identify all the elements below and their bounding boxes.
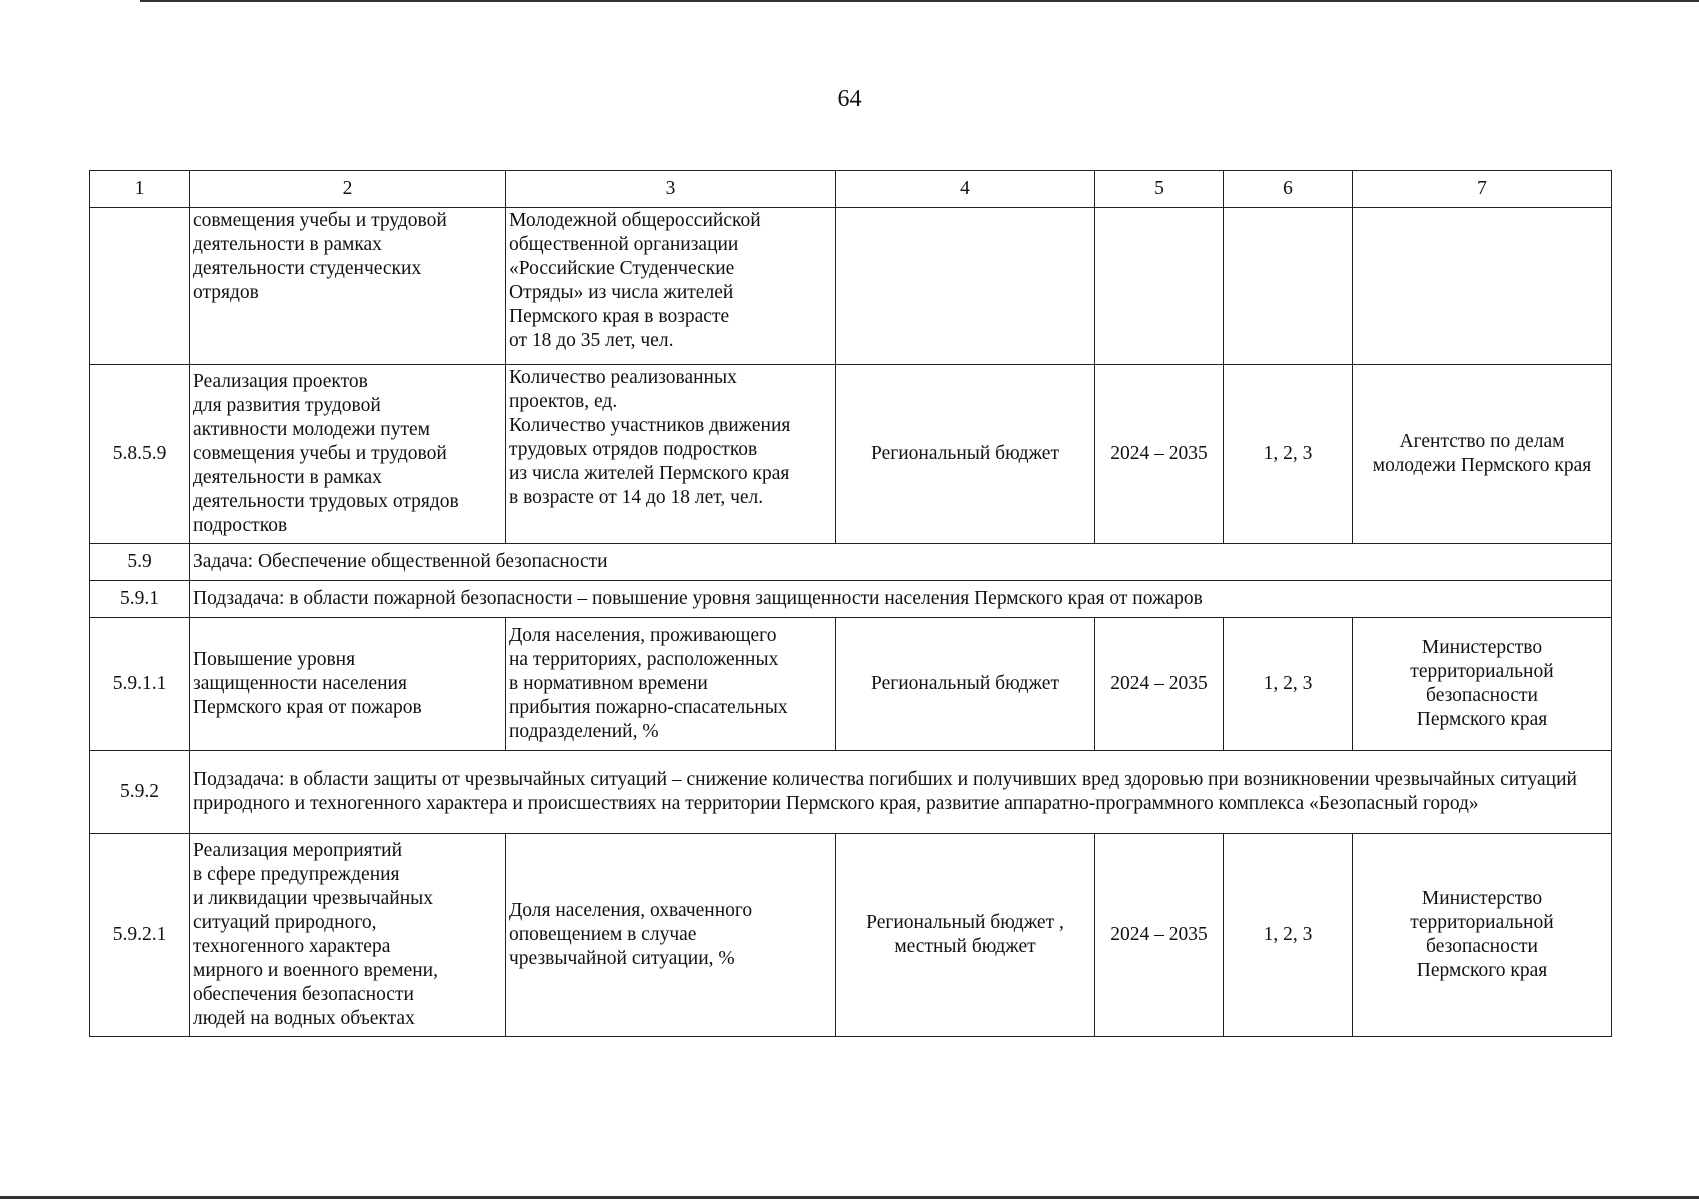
row-indicator: Доля населения, проживающего на территориях, расположенных в нормативном времени прибытия пожарно-спасательных подразделений, % xyxy=(506,618,836,751)
row-number: 5.8.5.9 xyxy=(90,365,190,544)
column-header: 5 xyxy=(1095,171,1224,208)
row-tasks: 1, 2, 3 xyxy=(1224,618,1353,751)
page-number: 64 xyxy=(837,86,862,112)
row-indicator: Молодежной общероссийской общественной организации «Российские Студенческие Отряды» из числа жителей Пермского края в возрасте от 18 до 35 лет, чел. xyxy=(506,208,836,365)
column-header: 6 xyxy=(1224,171,1353,208)
row-period: 2024 – 2035 xyxy=(1095,365,1224,544)
row-source: Региональный бюджет xyxy=(836,365,1095,544)
row-indicator: Количество реализованных проектов, ед. Количество участников движения трудовых отрядов подростков из числа жителей Пермского края в возрасте от 14 до 18 лет, чел. xyxy=(506,365,836,544)
column-header: 2 xyxy=(190,171,506,208)
row-source xyxy=(836,208,1095,365)
table-row xyxy=(90,208,1612,365)
row-name: совмещения учебы и трудовой деятельности в рамках деятельности студенческих отрядов xyxy=(190,208,506,365)
row-tasks: 1, 2, 3 xyxy=(1224,365,1353,544)
table-header-row xyxy=(90,171,1612,208)
section-title: Подзадача: в области пожарной безопасности – повышение уровня защищенности населения Пермского края от пожаров xyxy=(190,581,1612,618)
table-row xyxy=(90,834,1612,1037)
section-row xyxy=(90,581,1612,618)
section-title: Подзадача: в области защиты от чрезвычайных ситуаций – снижение количества погибших и получивших вред здоровью при возникновении чрезвычайных ситуаций природного и техногенного характера и происшествиях на территории Пермского края, развитие аппаратно-программного комплекса «Безопасный город» xyxy=(190,751,1612,834)
row-executor: Агентство по делам молодежи Пермского края xyxy=(1353,365,1612,544)
section-number: 5.9 xyxy=(90,544,190,581)
table-row xyxy=(90,365,1612,544)
row-period xyxy=(1095,208,1224,365)
row-executor xyxy=(1353,208,1612,365)
row-name: Реализация мероприятий в сфере предупреждения и ликвидации чрезвычайных ситуаций природного, техногенного характера мирного и военного времени, обеспечения безопасности людей на водных объектах xyxy=(190,834,506,1037)
row-executor: Министерство территориальной безопасности Пермского края xyxy=(1353,618,1612,751)
column-header: 7 xyxy=(1353,171,1612,208)
row-period: 2024 – 2035 xyxy=(1095,834,1224,1037)
section-number: 5.9.2 xyxy=(90,751,190,834)
column-header: 1 xyxy=(90,171,190,208)
row-number: 5.9.1.1 xyxy=(90,618,190,751)
section-title: Задача: Обеспечение общественной безопасности xyxy=(190,544,1612,581)
row-tasks xyxy=(1224,208,1353,365)
section-row xyxy=(90,544,1612,581)
row-tasks: 1, 2, 3 xyxy=(1224,834,1353,1037)
row-indicator: Доля населения, охваченного оповещением в случае чрезвычайной ситуации, % xyxy=(506,834,836,1037)
scan-edge-bottom xyxy=(0,1196,1699,1199)
row-name: Повышение уровня защищенности населения Пермского края от пожаров xyxy=(190,618,506,751)
row-number xyxy=(90,208,190,365)
column-header: 4 xyxy=(836,171,1095,208)
row-name: Реализация проектов для развития трудовой активности молодежи путем совмещения учебы и трудовой деятельности в рамках деятельности трудовых отрядов подростков xyxy=(190,365,506,544)
program-table xyxy=(89,170,1612,1037)
column-header: 3 xyxy=(506,171,836,208)
section-row xyxy=(90,751,1612,834)
row-source: Региональный бюджет , местный бюджет xyxy=(836,834,1095,1037)
row-executor: Министерство территориальной безопасности Пермского края xyxy=(1353,834,1612,1037)
table-row xyxy=(90,618,1612,751)
section-number: 5.9.1 xyxy=(90,581,190,618)
scan-edge-top xyxy=(140,0,1699,2)
row-period: 2024 – 2035 xyxy=(1095,618,1224,751)
row-source: Региональный бюджет xyxy=(836,618,1095,751)
row-number: 5.9.2.1 xyxy=(90,834,190,1037)
